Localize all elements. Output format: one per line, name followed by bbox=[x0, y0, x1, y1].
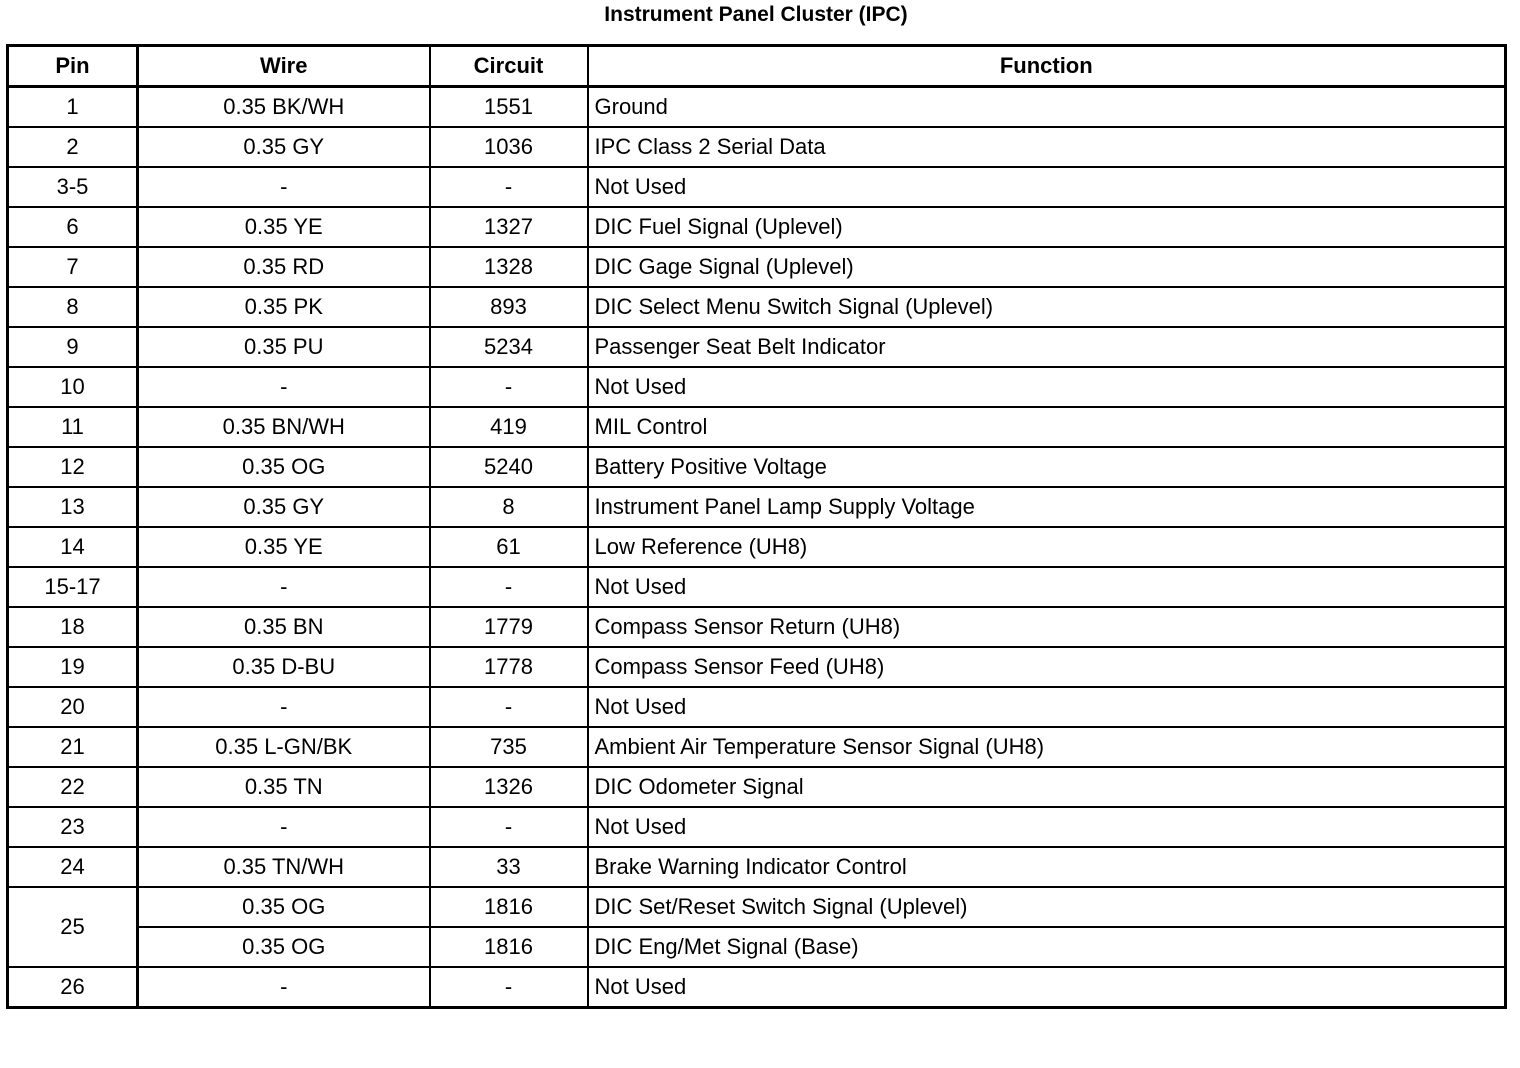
cell-pin: 23 bbox=[8, 807, 138, 847]
cell-function: DIC Fuel Signal (Uplevel) bbox=[588, 207, 1506, 247]
cell-wire: - bbox=[138, 167, 430, 207]
cell-function: Not Used bbox=[588, 567, 1506, 607]
table-row bbox=[8, 767, 1506, 807]
cell-wire: 0.35 PK bbox=[138, 287, 430, 327]
cell-circuit: 1328 bbox=[430, 247, 588, 287]
cell-function: Compass Sensor Feed (UH8) bbox=[588, 647, 1506, 687]
cell-pin: 13 bbox=[8, 487, 138, 527]
cell-pin: 26 bbox=[8, 967, 138, 1008]
cell-function: IPC Class 2 Serial Data bbox=[588, 127, 1506, 167]
cell-pin: 6 bbox=[8, 207, 138, 247]
cell-function: Battery Positive Voltage bbox=[588, 447, 1506, 487]
cell-circuit: 1816 bbox=[430, 927, 588, 967]
cell-function: DIC Set/Reset Switch Signal (Uplevel) bbox=[588, 887, 1506, 927]
cell-circuit: - bbox=[430, 367, 588, 407]
cell-wire: - bbox=[138, 967, 430, 1008]
cell-wire: 0.35 OG bbox=[138, 887, 430, 927]
cell-pin: 24 bbox=[8, 847, 138, 887]
cell-circuit: - bbox=[430, 567, 588, 607]
table-row bbox=[8, 687, 1506, 727]
table-row bbox=[8, 127, 1506, 167]
cell-pin: 12 bbox=[8, 447, 138, 487]
cell-pin: 18 bbox=[8, 607, 138, 647]
cell-pin: 3-5 bbox=[8, 167, 138, 207]
cell-function: Low Reference (UH8) bbox=[588, 527, 1506, 567]
cell-wire: 0.35 YE bbox=[138, 207, 430, 247]
table-row bbox=[8, 527, 1506, 567]
cell-function: Not Used bbox=[588, 807, 1506, 847]
table-row bbox=[8, 927, 1506, 967]
cell-function: DIC Odometer Signal bbox=[588, 767, 1506, 807]
table-row bbox=[8, 247, 1506, 287]
table-row bbox=[8, 887, 1506, 927]
cell-circuit: 5240 bbox=[430, 447, 588, 487]
cell-function: Ambient Air Temperature Sensor Signal (UH8) bbox=[588, 727, 1506, 767]
cell-wire: 0.35 BK/WH bbox=[138, 87, 430, 128]
pinout-table bbox=[6, 44, 1507, 1009]
table-row bbox=[8, 367, 1506, 407]
cell-function: MIL Control bbox=[588, 407, 1506, 447]
cell-pin: 21 bbox=[8, 727, 138, 767]
table-row bbox=[8, 807, 1506, 847]
cell-wire: 0.35 GY bbox=[138, 127, 430, 167]
cell-pin: 10 bbox=[8, 367, 138, 407]
cell-pin: 2 bbox=[8, 127, 138, 167]
cell-circuit: - bbox=[430, 967, 588, 1008]
cell-function: Instrument Panel Lamp Supply Voltage bbox=[588, 487, 1506, 527]
table-row bbox=[8, 967, 1506, 1008]
cell-pin: 22 bbox=[8, 767, 138, 807]
cell-circuit: 1816 bbox=[430, 887, 588, 927]
cell-circuit: 1778 bbox=[430, 647, 588, 687]
cell-pin: 1 bbox=[8, 87, 138, 128]
table-header-row bbox=[8, 46, 1506, 87]
cell-pin: 19 bbox=[8, 647, 138, 687]
table-row bbox=[8, 647, 1506, 687]
cell-function: DIC Eng/Met Signal (Base) bbox=[588, 927, 1506, 967]
cell-wire: - bbox=[138, 367, 430, 407]
cell-circuit: 1327 bbox=[430, 207, 588, 247]
table-row bbox=[8, 607, 1506, 647]
cell-pin: 11 bbox=[8, 407, 138, 447]
page-title: Instrument Panel Cluster (IPC) bbox=[604, 3, 908, 26]
cell-pin: 25 bbox=[8, 887, 138, 967]
cell-circuit: 1036 bbox=[430, 127, 588, 167]
cell-wire: - bbox=[138, 807, 430, 847]
cell-wire: - bbox=[138, 567, 430, 607]
cell-function: Compass Sensor Return (UH8) bbox=[588, 607, 1506, 647]
cell-function: DIC Gage Signal (Uplevel) bbox=[588, 247, 1506, 287]
cell-wire: - bbox=[138, 687, 430, 727]
cell-circuit: - bbox=[430, 807, 588, 847]
cell-pin: 9 bbox=[8, 327, 138, 367]
table-row bbox=[8, 567, 1506, 607]
table-row bbox=[8, 167, 1506, 207]
cell-function: Not Used bbox=[588, 367, 1506, 407]
cell-circuit: 419 bbox=[430, 407, 588, 447]
cell-circuit: 61 bbox=[430, 527, 588, 567]
cell-circuit: 1551 bbox=[430, 87, 588, 128]
cell-circuit: - bbox=[430, 167, 588, 207]
table-row bbox=[8, 727, 1506, 767]
cell-function: DIC Select Menu Switch Signal (Uplevel) bbox=[588, 287, 1506, 327]
cell-wire: 0.35 TN/WH bbox=[138, 847, 430, 887]
cell-wire: 0.35 BN/WH bbox=[138, 407, 430, 447]
cell-circuit: 1779 bbox=[430, 607, 588, 647]
table-row bbox=[8, 407, 1506, 447]
column-header-pin: Pin bbox=[8, 46, 138, 87]
cell-wire: 0.35 OG bbox=[138, 447, 430, 487]
cell-function: Passenger Seat Belt Indicator bbox=[588, 327, 1506, 367]
cell-function: Ground bbox=[588, 87, 1506, 128]
cell-function: Not Used bbox=[588, 687, 1506, 727]
cell-wire: 0.35 PU bbox=[138, 327, 430, 367]
cell-function: Not Used bbox=[588, 167, 1506, 207]
cell-pin: 7 bbox=[8, 247, 138, 287]
cell-wire: 0.35 OG bbox=[138, 927, 430, 967]
cell-wire: 0.35 L-GN/BK bbox=[138, 727, 430, 767]
cell-circuit: 735 bbox=[430, 727, 588, 767]
table-row bbox=[8, 487, 1506, 527]
cell-wire: 0.35 RD bbox=[138, 247, 430, 287]
table-row bbox=[8, 847, 1506, 887]
cell-wire: 0.35 YE bbox=[138, 527, 430, 567]
cell-circuit: - bbox=[430, 687, 588, 727]
column-header-circuit: Circuit bbox=[430, 46, 588, 87]
cell-circuit: 5234 bbox=[430, 327, 588, 367]
cell-pin: 14 bbox=[8, 527, 138, 567]
table-row bbox=[8, 87, 1506, 128]
cell-circuit: 893 bbox=[430, 287, 588, 327]
table-row bbox=[8, 327, 1506, 367]
cell-function: Not Used bbox=[588, 967, 1506, 1008]
cell-function: Brake Warning Indicator Control bbox=[588, 847, 1506, 887]
cell-pin: 20 bbox=[8, 687, 138, 727]
table-body bbox=[8, 87, 1506, 1008]
cell-wire: 0.35 GY bbox=[138, 487, 430, 527]
column-header-function: Function bbox=[588, 46, 1506, 87]
cell-wire: 0.35 BN bbox=[138, 607, 430, 647]
table-row bbox=[8, 287, 1506, 327]
cell-pin: 15-17 bbox=[8, 567, 138, 607]
cell-pin: 8 bbox=[8, 287, 138, 327]
column-header-wire: Wire bbox=[138, 46, 430, 87]
cell-circuit: 8 bbox=[430, 487, 588, 527]
cell-wire: 0.35 TN bbox=[138, 767, 430, 807]
cell-circuit: 33 bbox=[430, 847, 588, 887]
cell-circuit: 1326 bbox=[430, 767, 588, 807]
cell-wire: 0.35 D-BU bbox=[138, 647, 430, 687]
table-row bbox=[8, 447, 1506, 487]
table-row bbox=[8, 207, 1506, 247]
